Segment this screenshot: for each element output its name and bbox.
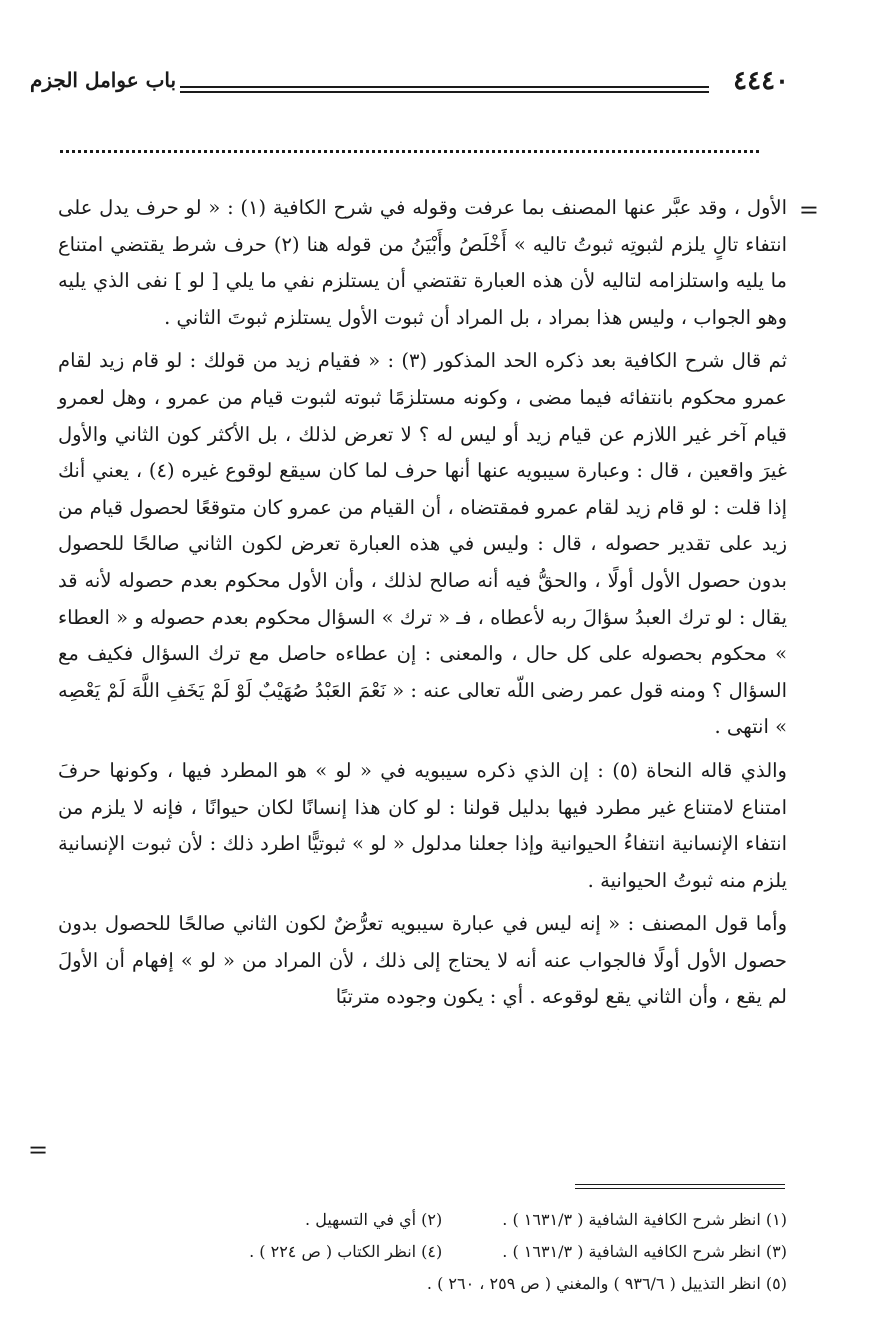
dotted-separator <box>60 150 759 153</box>
main-text <box>58 190 787 1023</box>
footnote-row <box>90 1236 787 1268</box>
footnote: (١) انظر شرح الكافية الشافية ( ١٦٣١/٣ ) . <box>502 1210 787 1229</box>
chapter-title: باب عوامل الجزم <box>30 68 177 92</box>
continuation-mark-end: = <box>28 1136 49 1164</box>
header-rule <box>180 86 709 93</box>
paragraph: والذي قاله النحاة (٥) : إن الذي ذكره سيبويه في « لو » هو المطرد فيها ، وكونها حرفَ امتناع لامتناع غير مطرد فيها بدليل قولنا : لو كان هذا إنسانًا لكان حيوانًا ، فإنه لا يلزم من انتفاء الإنسانية انتفاءُ الحيوانية وإذا جعلنا مدلول « لو » ثبوتيًّا اطرد ذلك : لأن ثبوت الإنسانية يلزم منه ثبوتُ الحيوانية . <box>58 758 787 892</box>
footnote-row <box>90 1204 787 1236</box>
footnote: (٣) انظر شرح الكافيه الشافية ( ١٦٣١/٣ ) . <box>502 1242 787 1261</box>
paragraph: ثم قال شرح الكافية بعد ذكره الحد المذكور (٣) : « فقيام زيد من قولك : لو قام زيد لقام عمرو محكوم بانتفائه فيما مضى ، وكونه مستلزمًا ثبوته لثبوت قيام من عمرو ، وهل لعمرو قيام آخر غير اللازم عن قيام زيد أو ليس له ؟ لا تعرض لذلك ، بل الأكثر كون الثاني والأول غيرَ واقعين ، قال : وعبارة سيبويه عنها أنها حرف لما كان سيقع لوقوع غيره (٤) ، يعني أنك إذا قلت : لو قام زيد لقام عمرو فمقتضاه ، أن القيام من عمرو كان متوقعًا لحصول قيام من زيد على تقدير حصوله ، قال : وليس في هذه العبارة تعرض لكون الثاني صالحًا للحصول بدون حصول الأول أولًا ، والحقُّ فيه أنه صالح لذلك ، وأن الأول محكوم بعدم حصوله لأنه قد يقال : لو ترك العبدُ سؤالَ ربه لأعطاه ، فـ « ترك » السؤال محكوم بعدم حصوله و « العطاء » محكوم بحصوله على كل حال ، والمعنى : إن عطاءه حاصل مع ترك السؤال فكيف مع السؤال ؟ ومنه قول عمر رضى اللّه تعالى عنه : « نَعْمَ العَبْدُ صُهَيْبٌ لَوْ لَمْ يَخَفِ اللَّهَ لَمْ يَعْصِه » انتهى . <box>58 349 788 739</box>
paragraph: وأما قول المصنف : « إنه ليس في عبارة سيبويه تعرُّضٌ لكون الثاني صالحًا للحصول بدون حصول الأول أولًا فالجواب عنه أنه لا يحتاج إلى ذلك ، لأن المراد من « لو » إفهام أن الأولَ لم يقع ، وأن الثاني يقع لوقوعه . أي : يكون وجوده مترتبًا <box>58 912 787 1009</box>
footnote: (٢) أي في التسهيل . <box>305 1210 443 1229</box>
page-number: ٤٤٤٠ <box>733 66 789 96</box>
footnote: (٤) انظر الكتاب ( ص ٢٢٤ ) . <box>249 1242 443 1261</box>
footnote-rule <box>575 1184 785 1189</box>
continuation-mark-start: = <box>798 196 819 224</box>
footnote-row <box>90 1268 787 1300</box>
page-header <box>30 66 789 106</box>
footnote: (٥) انظر التذييل ( ٩٣٦/٦ ) والمغني ( ص ٢٥٩ ، ٢٦٠ ) . <box>426 1274 787 1293</box>
paragraph: الأول ، وقد عبَّر عنها المصنف بما عرفت وقوله في شرح الكافية (١) : « لو حرف يدل على انتفاء تالٍ يلزم لثبوتِه ثبوتُ تاليه » أَخْلَصُ وأَبْيَنُ من قوله هنا (٢) حرف شرط يقتضي امتناع ما يليه واستلزامه لتاليه لأن هذه العبارة تقتضي أن يستلزم نفي ما يلي [ لو ] نفى الذي يليه وهو الجواب ، وليس هذا بمراد ، بل المراد أن ثبوت الأول يستلزم ثبوتَ الثاني . <box>58 196 787 329</box>
footnotes <box>90 1204 787 1300</box>
